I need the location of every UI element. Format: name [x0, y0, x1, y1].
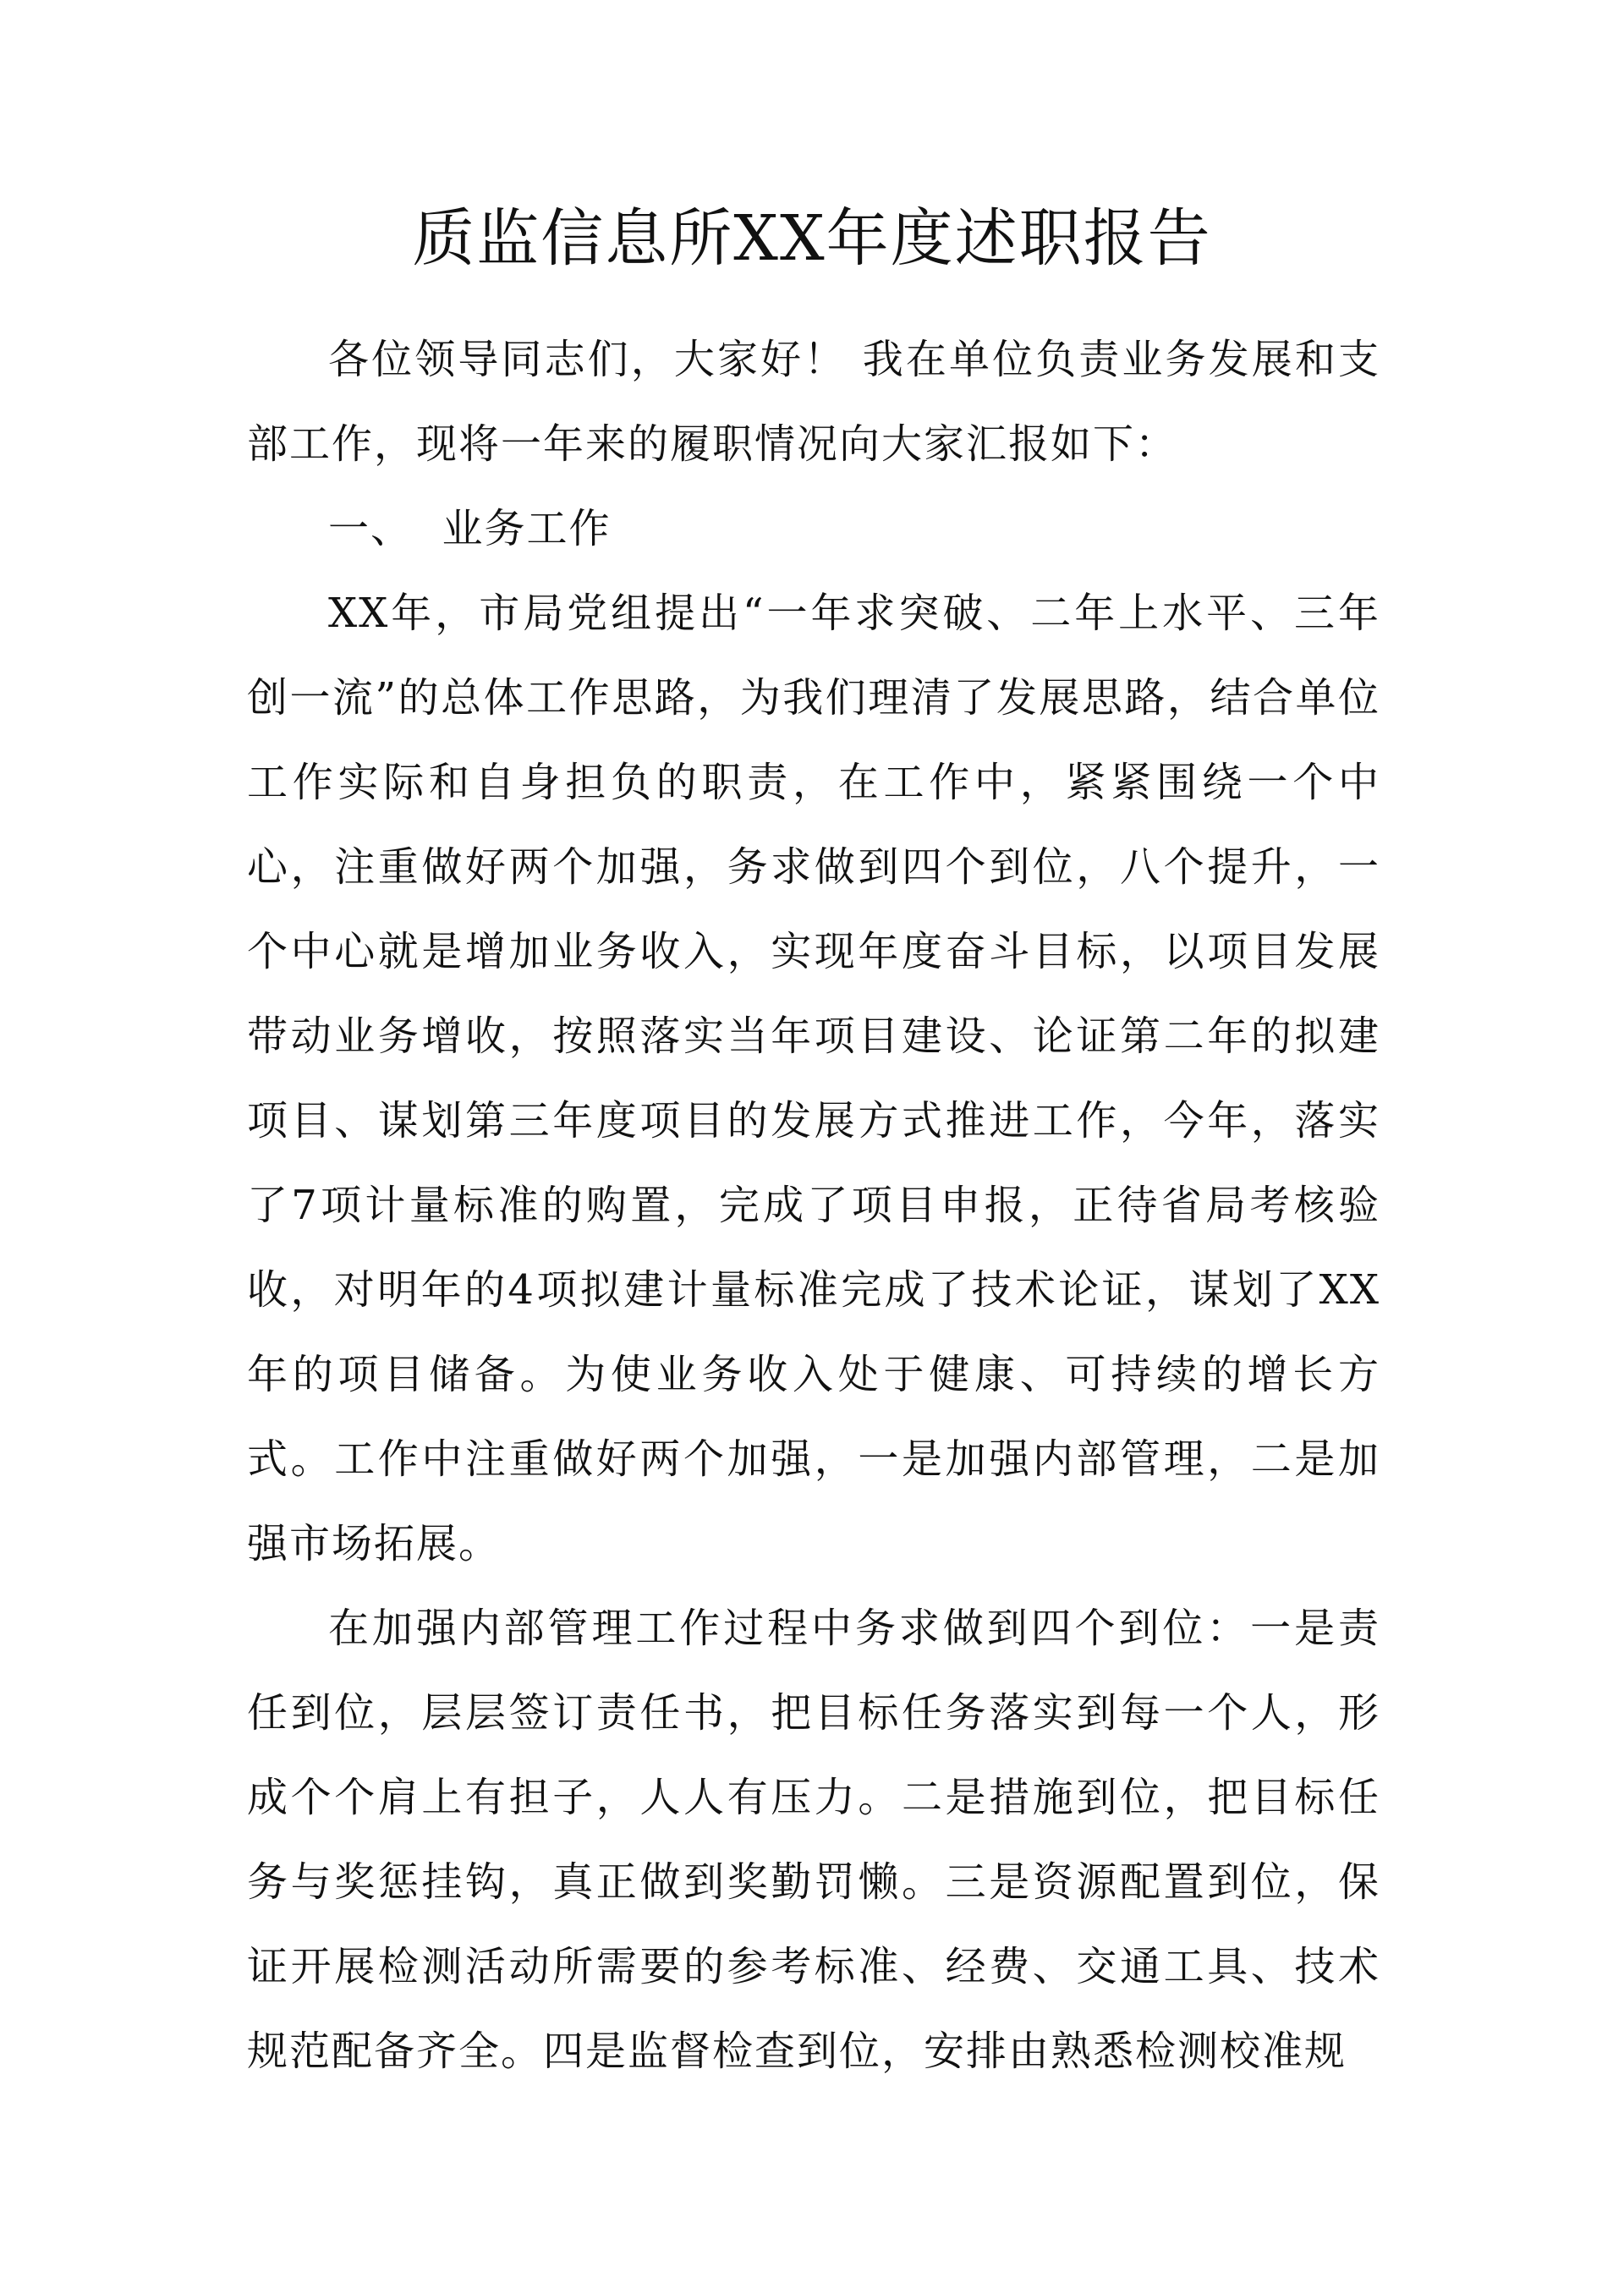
business-paragraph: XX年，市局党组提出“一年求突破、二年上水平、三年创一流”的总体工作思路，为我们理清了发展思路，结合单位工作实际和自身担负的职责，在工作中，紧紧围绕一个中心，注重做好两个加强，务求做到四个到位，八个提升，一个中心就是增加业务收入，实现年度奋斗目标，以项目发展带动业务增收，按照落实当年项目建设、论证第二年的拟建项目、谋划第三年度项目的发展方式推进工作，今年，落实了7项计量标准的购置，完成了项目申报，正待省局考核验收，对明年的4项拟建计量标准完成了技术论证，谋划了XX年的项目储备。为使业务收入处于健康、可持续的增长方式。工作中注重做好两个加强，一是加强内部管理，二是加强市场拓展。	[247, 590, 1380, 1567]
document-title: 质监信息所XX年度述职报告	[412, 202, 1212, 275]
greeting-paragraph: 各位领导同志们，大家好！ 我在单位负责业务发展和支部工作，现将一年来的履职情况向大家汇报如下：	[247, 336, 1380, 468]
management-paragraph: 在加强内部管理工作过程中务求做到四个到位：一是责任到位，层层签订责任书，把目标任务落实到每一个人，形成个个肩上有担子，人人有压力。二是措施到位，把目标任务与奖惩挂钩，真正做到奖勤罚懒。三是资源配置到位，保证开展检测活动所需要的参考标准、经费、交通工具、技术规范配备齐全。四是监督检查到位，安排由熟悉检测校准规	[247, 1605, 1380, 2075]
document-body	[247, 317, 1380, 2094]
section-heading-business: 一、 业务工作	[328, 505, 612, 552]
